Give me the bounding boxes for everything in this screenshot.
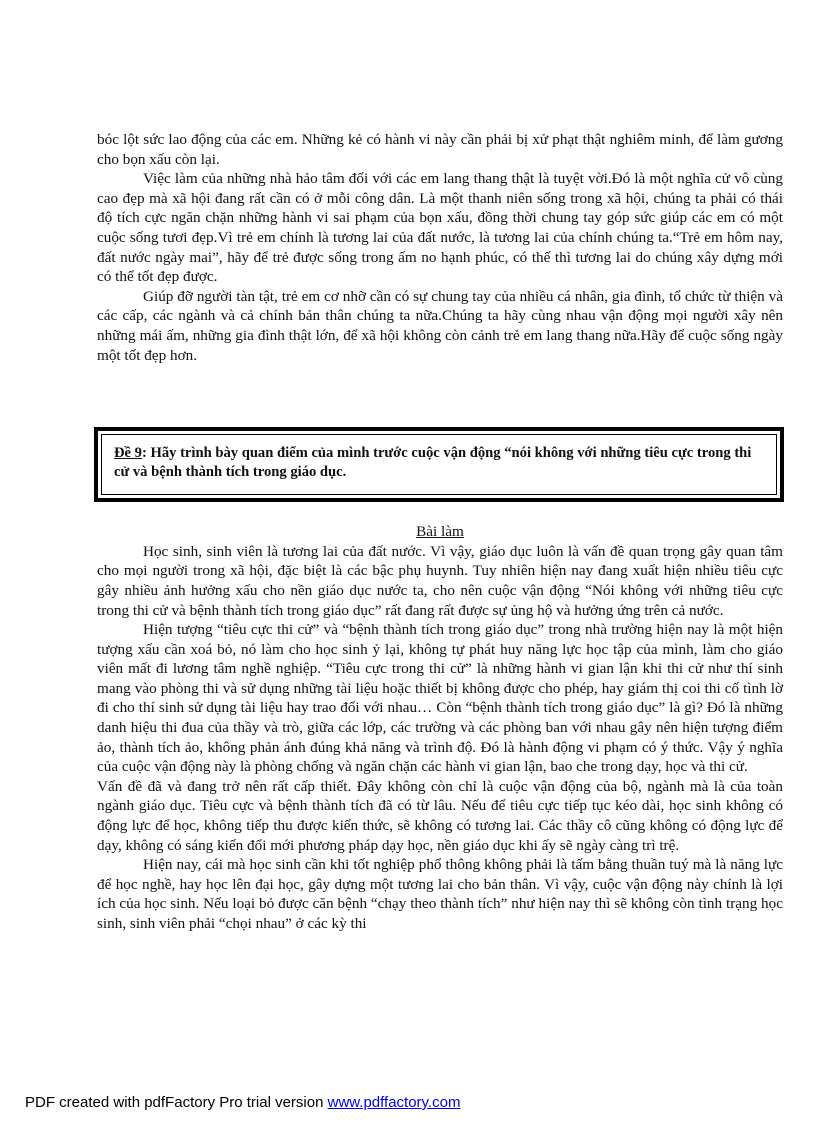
essay-heading: Bài làm	[416, 523, 464, 541]
paragraph: Việc làm của những nhà hảo tâm đối với các em lang thang thật là tuyệt vời.Đó là một nghĩa cử vô cùng cao đẹp mà xã hội đang rất cần có ở mỗi công dân. Là một thanh niên sống trong xã hội, chúng ta phải có thái độ tích cực ngăn chặn những hành vi sai phạm của bọn xấu, đồng thời chung tay góp sức giúp các em có một cuộc sống tươi đẹp.Vì trẻ em chính là tương lai của đất nước, là tương lai của chính chúng ta.“Trẻ em hôm nay, đất nước ngày mai”, hãy để trẻ được sống trong ấm no hạnh phúc, có thế thì tương lai do chúng xây dựng mới có thể tốt đẹp được.	[97, 170, 783, 286]
essay-paragraph: Hiện tượng “tiêu cực thi cử” và “bệnh thành tích trong giáo dục” trong nhà trường hiện nay là một hiện tượng xấu cần xoá bỏ, nó làm cho học sinh ỷ lại, không tự phát huy năng lực học tập của mình, làm cho giáo viên mất đi lương tâm nghề nghiệp. “Tiêu cực trong thi cử” là những hành vi gian lận khi thi cử như thí sinh mang vào phòng thi và sử dụng những tài liệu hoặc thiết bị không được cho phép, hay giám thị coi thi cố tình lờ đi cho thí sinh sử dụng tài liệu hay trao đổi với nhau… Còn “bệnh thành tích trong giáo dục” là gì? Đó là những danh hiệu thi đua của thầy và trò, giữa các lớp, các trường và các phòng ban với nhau gây nên hiện tượng điểm ảo, thành tích ảo, không phản ánh đúng khả năng và trình độ. Đó là hành động vi phạm có ý thức. Vậy ý nghĩa của cuộc vận động này là phòng chống và ngăn chặn các hành vi gian lận, bao che trong dạy, học và thi cử.	[97, 621, 783, 776]
essay-paragraph: Vấn đề đã và đang trở nên rất cấp thiết. Đây không còn chỉ là cuộc vận động của bộ, ngành mà là của toàn ngành giáo dục. Tiêu cực và bệnh thành tích đã có từ lâu. Nếu để tiêu cực tiếp tục kéo dài, học sinh không có động lực để học, không tiếp thu được kiến thức, sẽ không có tương lai. Các thầy cô cũng không có động lực để dạy, không có sáng kiến đổi mới phương pháp dạy học, nền giáo dục khi ấy sẽ ngày càng trì trệ.	[97, 777, 783, 854]
paragraph: bóc lột sức lao động của các em. Những kẻ có hành vi này cần phải bị xử phạt thật nghiêm minh, để làm gương cho bọn xấu còn lại.	[97, 131, 783, 168]
topic-box	[94, 427, 784, 502]
topic-label: Đề 9	[114, 445, 142, 462]
pdf-footer	[25, 1094, 460, 1111]
document-page	[97, 130, 783, 934]
topic-question: : Hãy trình bày quan điểm của mình trước cuộc vận động “nói không với những tiêu cực trong thi cử và bệnh thành tích trong giáo dục.	[114, 445, 752, 481]
footer-text: PDF created with pdfFactory Pro trial version	[25, 1094, 328, 1111]
essay-paragraph: Học sinh, sinh viên là tương lai của đất nước. Vì vậy, giáo dục luôn là vấn đề quan trọng gây quan tâm cho mọi người trong xã hội, đặc biệt là các bậc phụ huynh. Tuy nhiên hiện nay đang xuất hiện nhiều tiêu cực gây nhiều ảnh hưởng xấu cho nền giáo dục nước ta, cho nên cuộc vận động “Nói không với những tiêu cực trong thi cử và bệnh thành tích trong giáo dục” rất đang rất được sự ủng hộ và hưởng ứng trên cả nước.	[97, 542, 783, 619]
pdffactory-link[interactable]: www.pdffactory.com	[327, 1094, 461, 1111]
topic-text	[101, 434, 777, 495]
essay-paragraph: Hiện nay, cái mà học sinh cần khi tốt nghiệp phổ thông không phải là tấm bằng thuần tuý mà là năng lực để học nghề, hay học lên đại học, gây dựng một tương lai cho bản thân. Vì vậy, cuộc vận động này chính là lợi ích của học sinh. Nếu loại bỏ được căn bệnh “chạy theo thành tích” như hiện nay thì sẽ không còn tình trạng học sinh, sinh viên phải “chọi nhau” ở các kỳ thi	[97, 856, 783, 932]
paragraph: Giúp đỡ người tàn tật, trẻ em cơ nhỡ cần có sự chung tay của nhiều cá nhân, gia đình, tổ chức từ thiện và các cấp, các ngành và cả chính bản thân chúng ta nữa.Chúng ta hãy cùng nhau vận động mọi người xây nên những mái ấm, những gia đình thật lớn, để xã hội không còn cảnh trẻ em lang thang nữa.Hãy để cuộc sống ngày một tốt đẹp hơn.	[97, 287, 783, 364]
